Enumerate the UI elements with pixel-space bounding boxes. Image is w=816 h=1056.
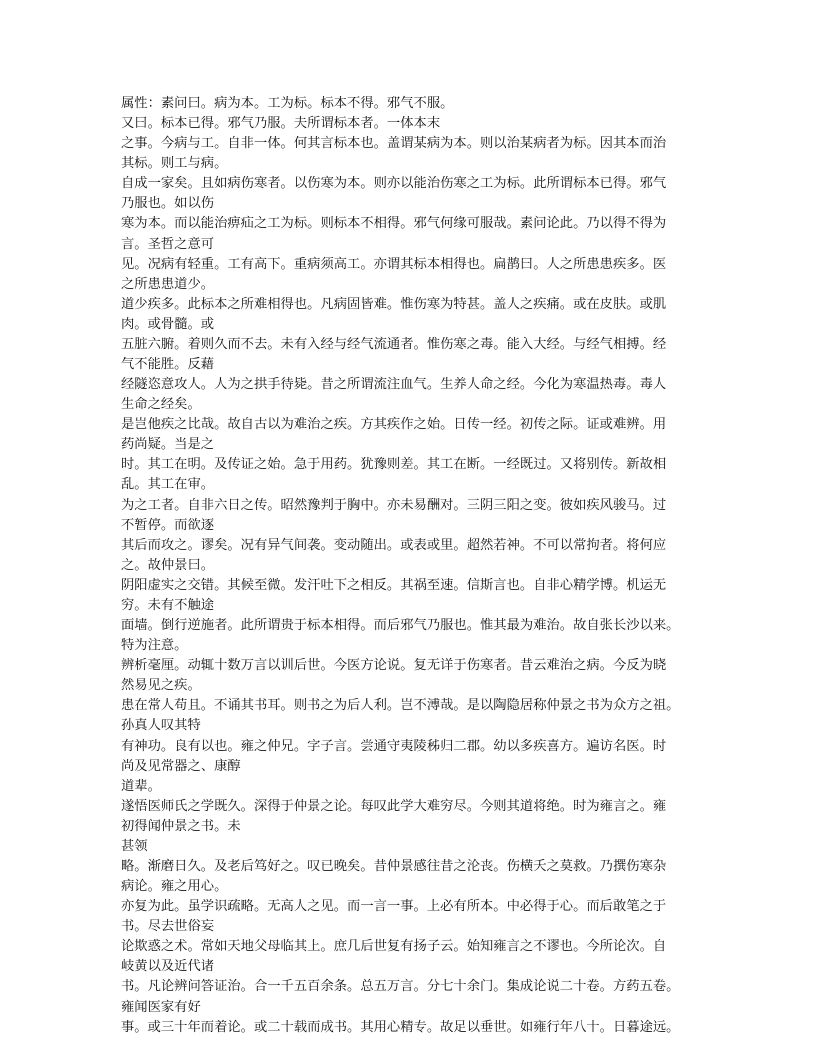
text-line: 面墙。倒行逆施者。此所谓贵于标本相得。而后邪气乃服也。惟其最为难治。故自张长沙以来。	[121, 618, 680, 634]
text-line: 言。圣哲之意可	[121, 236, 215, 252]
text-line: 亦复为此。虽学识疏略。无高人之见。而一言一事。上必有所本。中必得于心。而后敢笔之于	[121, 899, 667, 915]
text-line: 阴阳虚实之交错。其候至微。发汗吐下之相反。其祸至速。信斯言也。自非心精学博。机运无	[121, 577, 667, 593]
text-line: 特为注意。	[121, 638, 188, 654]
text-line: 不暂停。而欲逐	[121, 517, 215, 533]
text-line: 然易见之疾。	[121, 678, 201, 694]
text-line: 之事。今病与工。自非一体。何其言标本也。盖谓某病为本。则以治某病者为标。因其本而治	[121, 136, 667, 152]
text-line: 寒为本。而以能治痹疝之工为标。则标本不相得。邪气何缘可服哉。素问论此。乃以得不得为	[121, 216, 667, 232]
text-line: 略。渐磨日久。及老后笃好之。叹已晚矣。昔仲景感往昔之沦丧。伤横夭之莫救。乃撰伤寒杂	[121, 858, 667, 874]
text-line: 见。况病有轻重。工有高下。重病须高工。亦谓其标本相得也。扁鹊曰。人之所患患疾多。医	[121, 256, 667, 272]
text-line: 肉。或骨髓。或	[121, 316, 215, 332]
text-line: 患在常人苟且。不诵其书耳。则书之为后人利。岂不溥哉。是以陶隐居称仲景之书为众方之祖。	[121, 698, 680, 714]
text-line: 之所患患道少。	[121, 276, 215, 292]
text-line: 道辈。	[121, 778, 161, 794]
text-line: 时。其工在明。及传证之始。急于用药。犹豫则差。其工在断。一经既过。又将别传。新故相	[121, 457, 667, 473]
text-line: 事。或三十年而着论。或二十载而成书。其用心精专。故足以垂世。如雍行年八十。日暮途远。	[121, 1019, 680, 1035]
text-line: 自成一家矣。且如病伤寒者。以伤寒为本。则亦以能治伤寒之工为标。此所谓标本已得。邪气	[121, 176, 667, 192]
text-line: 生命之经矣。	[121, 397, 201, 413]
text-line: 经隧恣意攻人。人为之拱手待毙。昔之所谓流注血气。生养人命之经。今化为寒温热毒。毒人	[121, 377, 667, 393]
text-line: 尚及见常器之、康醇	[121, 758, 241, 774]
text-line: 书。凡论辨问答证治。合一千五百余条。总五万言。分七十余门。集成论说二十卷。方药五卷。	[121, 979, 680, 995]
text-line: 五脏六腑。着则久而不去。未有入经与经气流通者。惟伤寒之毒。能入大经。与经气相搏。经	[121, 336, 667, 352]
text-line: 辨析毫厘。动辄十数万言以训后世。今医方论说。复无详于伤寒者。昔云难治之病。今反为晓	[121, 658, 667, 674]
text-line: 其后而攻之。谬矣。况有异气间袭。变动随出。或表或里。超然若神。不可以常拘者。将何应	[121, 537, 667, 553]
document-body	[121, 94, 721, 1038]
text-line: 乱。其工在审。	[121, 477, 215, 493]
text-line: 书。尽去世俗妄	[121, 919, 215, 935]
text-line: 药尚疑。当是之	[121, 437, 215, 453]
text-line: 遂悟医师氏之学既久。深得于仲景之论。每叹此学大难穷尽。今则其道将绝。时为雍言之。雍	[121, 798, 667, 814]
text-line: 道少疾多。此标本之所难相得也。凡病固皆难。惟伤寒为特甚。盖人之疾痛。或在皮肤。或肌	[121, 296, 667, 312]
text-line: 属性：素问曰。病为本。工为标。标本不得。邪气不服。	[121, 96, 454, 111]
text-line: 孙真人叹其特	[121, 718, 201, 734]
text-line: 有神功。良有以也。雍之仲兄。字子言。尝通守夷陵秭归二郡。幼以多疾喜方。遍访名医。时	[121, 738, 667, 754]
text-line: 论欺惑之术。常如天地父母临其上。庶几后世复有扬子云。始知雍言之不谬也。今所论次。自	[121, 939, 667, 955]
text-line: 病论。雍之用心。	[121, 879, 228, 895]
text-line: 乃服也。如以伤	[121, 196, 215, 212]
text-line: 岐黄以及近代诸	[121, 959, 215, 975]
text-line: 气不能胜。反藉	[121, 357, 215, 373]
text-line: 雍闻医家有好	[121, 999, 201, 1015]
text-line: 为之工者。自非六日之传。昭然豫判于胸中。亦未易酬对。三阴三阳之变。彼如疾风骏马。过	[121, 497, 667, 513]
text-line: 之。故仲景曰。	[121, 557, 215, 573]
text-line: 又曰。标本已得。邪气乃服。夫所谓标本者。一体本末	[121, 116, 441, 132]
text-line: 穷。未有不触途	[121, 597, 215, 613]
text-line: 其标。则工与病。	[121, 156, 228, 172]
text-line: 是岂他疾之比哉。故自古以为难治之疾。方其疾作之始。日传一经。初传之际。证或难辨。用	[121, 417, 667, 433]
text-line: 初得闻仲景之书。未	[121, 818, 241, 834]
text-line: 甚领	[121, 838, 148, 854]
